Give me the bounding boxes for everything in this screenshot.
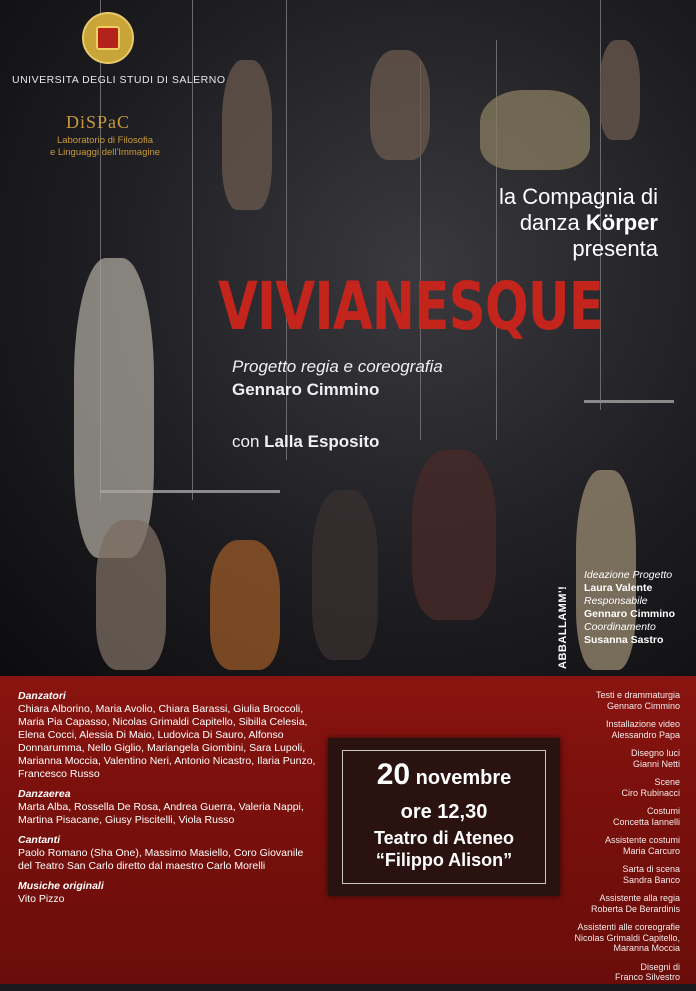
ideazione-block [584, 569, 675, 647]
event-venue: Teatro di Ateneo [373, 828, 514, 848]
staff-item [540, 922, 680, 954]
credits-heading: Cantanti [18, 834, 60, 846]
event-day: 20 [376, 758, 411, 791]
university-name: UNIVERSITA DEGLI STUDI DI SALERNO [12, 74, 226, 86]
staff-name: Nicolas Grimaldi Capitello, Maranna Moccia [574, 932, 680, 953]
performer-figure [480, 90, 590, 170]
featuring-name: Lalla Esposito [264, 432, 380, 451]
company-presents [499, 184, 658, 262]
staff-role: Sarta di scena [622, 864, 680, 874]
trapeze-bar [584, 400, 674, 403]
ideazione-name: Susanna Sastro [584, 634, 664, 646]
department-logo: DiSPaC [66, 112, 131, 132]
staff-role: Installazione video [605, 719, 680, 729]
staff-name: Maria Carcuro [622, 845, 680, 856]
ideazione-role: Ideazione Progetto [584, 569, 673, 581]
staff-item [540, 864, 680, 885]
project-label: Progetto regia e coreografia [232, 357, 443, 376]
company-name: Körper [585, 210, 658, 235]
staff-name: Gianni Netti [632, 758, 680, 769]
staff-role: Disegni di [640, 961, 680, 972]
laboratory-line: e Linguaggi dell'Immagine [49, 147, 161, 158]
performer-figure [74, 258, 154, 558]
laboratory-name [44, 135, 166, 159]
staff-name: Concetta Iannelli [612, 816, 680, 827]
staff-role: Scene [654, 777, 680, 787]
credits-text: Paolo Romano (Sha One), Massimo Masiello, Coro Giovanile del Teatro San Carlo diretto dal maestro Carlo Morelli [18, 847, 304, 872]
abballamm-text: ABBALLAMM'! [557, 585, 569, 669]
ideazione-name: Laura Valente [584, 582, 653, 594]
ideazione-role: Coordinamento [584, 621, 656, 633]
university-seal-icon [82, 12, 134, 64]
performer-figure [312, 490, 378, 660]
staff-credits [540, 690, 680, 991]
staff-item [540, 835, 680, 856]
company-prefix: danza [519, 210, 586, 235]
cast-credits [18, 690, 318, 906]
credits-text: Chiara Alborino, Maria Avolio, Chiara Barassi, Giulia Broccoli, Maria Pia Capasso, Nicolas Grimaldi Capitello, Sibilla Celesia, Elena Cocci, Alessia Di Maio, Ludovica Di Sauro, Alfonso Donnarumma, Nello Giglio, Mariangela Giombini, Sara Lupoli, Marianna Moccia, Valentino Neri, Antonio Nicastro, Ilaria Punzo, Francesco Russo [18, 703, 316, 780]
staff-item [540, 690, 680, 711]
company-line: la Compagnia di [499, 184, 658, 209]
credits-text: Vito Pizzo [18, 893, 65, 905]
credits-heading: Danzatori [18, 690, 66, 702]
staff-role: Costumi [646, 806, 680, 816]
credits-text: Marta Alba, Rossella De Rosa, Andrea Guerra, Valeria Nappi, Martina Pisacane, Giusy Piscitelli, Viola Russo [18, 801, 304, 826]
staff-role: Assistenti alle coreografie [577, 922, 680, 932]
show-title: VIVIANESQUE [218, 268, 604, 345]
staff-role: Testi e drammaturgia [595, 690, 680, 700]
staff-item [540, 748, 680, 769]
performer-figure [96, 520, 166, 670]
staff-role: Disegno luci [630, 748, 680, 758]
credits-heading: Musiche originali [18, 880, 104, 892]
staff-name: Sandra Banco [622, 874, 680, 885]
laboratory-line: Laboratorio di Filosofia [56, 135, 154, 146]
company-line: presenta [572, 236, 658, 261]
featuring-prefix: con [232, 432, 265, 451]
project-author: Gennaro Cimmino [232, 380, 380, 399]
event-info-box [328, 738, 560, 896]
featuring [232, 432, 379, 452]
staff-name: Alessandro Papa [611, 729, 680, 740]
event-month: novembre [415, 767, 512, 789]
credits-heading: Danzaerea [18, 788, 71, 800]
staff-item [540, 719, 680, 740]
performer-figure [600, 40, 640, 140]
staff-role: Assistente alla regia [599, 893, 680, 903]
ideazione-role: Responsabile [584, 595, 648, 607]
staff-role: Assistente costumi [604, 835, 680, 845]
company-line [499, 210, 658, 236]
ideazione-name: Gennaro Cimmino [584, 608, 676, 620]
abballamm-vertical-label [556, 560, 570, 670]
performer-figure [370, 50, 430, 160]
staff-name: Franco Silvestro [614, 972, 680, 982]
event-venue-name: “Filippo Alison” [375, 850, 513, 870]
staff-item [540, 806, 680, 827]
performer-figure [412, 450, 496, 620]
staff-name: Ciro Rubinacci [621, 787, 680, 798]
performer-figure [222, 60, 272, 210]
performer-figure [210, 540, 280, 670]
event-time: ore 12,30 [400, 801, 488, 823]
staff-name: Roberta De Berardinis [590, 903, 680, 914]
event-date [328, 758, 560, 792]
staff-item [540, 962, 680, 983]
staff-item [540, 777, 680, 798]
staff-item [540, 893, 680, 914]
staff-name: Gennaro Cimmino [606, 700, 680, 711]
